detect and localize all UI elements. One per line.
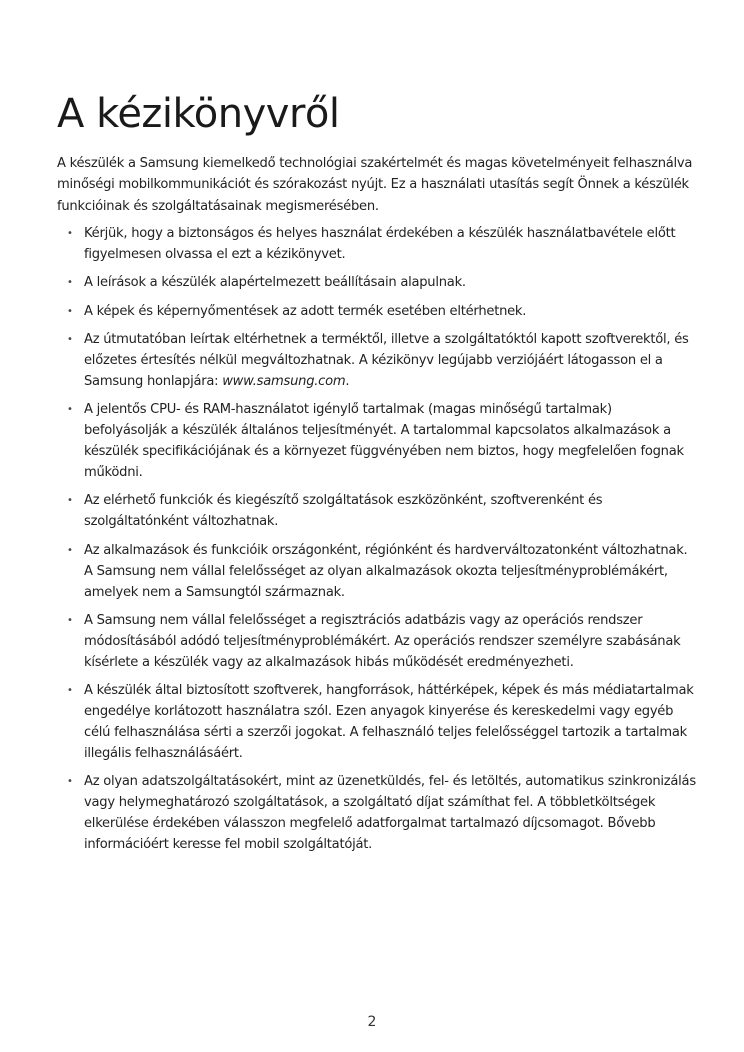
page-title: A kézikönyvről	[57, 91, 340, 137]
bullet-icon: •	[67, 685, 73, 697]
bullet-icon: •	[67, 615, 73, 626]
list-item	[67, 772, 697, 856]
list-item-text: A jelentős CPU- és RAM-használatot igénylő tartalmak (magas minőségű tartalmak) befolyásolják a készülék általános teljesítményét. A tartalommal kapcsolatos alkalmazások a készülék specifikációjának és a környezet függvényében nem biztos, hogy megfelelően fognak működni.	[84, 402, 684, 481]
page-number: 2	[367, 1014, 377, 1030]
list-item-text: Az alkalmazások és funkcióik országonként, régiónként és hardverváltozatonként változhatnak. A Samsung nem vállal felelősséget az olyan alkalmazások okozta teljesítményproblémákért, amelyek nem a Samsungtól származnak.	[84, 542, 688, 600]
bullet-icon: •	[67, 334, 73, 346]
list-item	[67, 491, 697, 533]
bullet-icon: •	[67, 495, 73, 507]
bullet-icon: •	[67, 544, 73, 556]
list-item-text: A képek és képernyőmentések az adott termék esetében eltérhetnek.	[84, 303, 527, 319]
list-item	[67, 541, 697, 604]
list-item	[67, 611, 697, 674]
bullet-icon: •	[67, 404, 73, 416]
list-item	[67, 302, 697, 323]
bullet-icon: •	[67, 776, 73, 788]
list-item-text-before: Az útmutatóban leírtak eltérhetnek a terméktől, illetve a szolgáltatóktól kapott szoftverektől, és előzetes értesítés nélkül megváltozhatnak. A kézikönyv legújabb verziójáért látogasson el a Samsung honlapjára:	[84, 332, 689, 389]
list-item-text: Az elérhető funkciók és kiegészítő szolgáltatások eszközönként, szoftverenként és szolgáltatónként változhatnak.	[84, 493, 603, 530]
list-item-text: A készülék által biztosított szoftverek, hangforrások, háttérképek, képek és más médiatartalmak engedélye korlátozott használatra szól. Ezen anyagok kinyerése és kereskedelmi vagy egyéb célú felhasználása sérti a szerzői jogokat. A felhasználó teljes felelősséggel tartozik a tartalmak illegális felhasználásáért.	[84, 683, 694, 761]
list-item-text: A Samsung nem vállal felelősséget a regisztrációs adatbázis vagy az operációs rendszer módosításából adódó teljesítményproblémákért. Az operációs rendszer személyre szabásának kísérlete a készülék vagy az alkalmazások hibás működését eredményezheti.	[84, 613, 681, 670]
list-item	[67, 330, 697, 393]
bullet-icon: •	[67, 228, 73, 239]
list-item-text-after: .	[345, 373, 350, 389]
samsung-website-link[interactable]: www.samsung.com	[222, 373, 346, 389]
list-item	[67, 681, 697, 765]
intro-paragraph: A készülék a Samsung kiemelkedő technológiai szakértelmét és magas követelményeit felhasználva minőségi mobilkommunikációt és szórakozást nyújt. Ez a használati utasítás segít Önnek a készülék funkcióinak és szolgáltatásainak megismerésében.	[57, 156, 693, 214]
list-item	[67, 273, 697, 294]
bullet-icon: •	[67, 305, 73, 317]
list-item-text: A leírások a készülék alapértelmezett beállításain alapulnak.	[84, 275, 466, 291]
bullet-icon: •	[67, 277, 73, 289]
list-item	[67, 400, 697, 484]
list-item	[67, 224, 697, 266]
list-item-text: Az olyan adatszolgáltatásokért, mint az üzenetküldés, fel- és letöltés, automatikus szinkronizálás vagy helymeghatározó szolgáltatások, a szolgáltató díjat számíthat fel. A többletköltségek elkerülése érdekében válasszon megfelelő adatforgalmat tartalmazó díjcsomagot. Bővebb információért keresse fel mobil szolgáltatóját.	[84, 774, 696, 853]
list-item-text: Kérjük, hogy a biztonságos és helyes használat érdekében a készülék használatbavétele előtt figyelmesen olvassa el ezt a kézikönyvet.	[84, 226, 676, 262]
bullet-list	[67, 224, 697, 863]
list-item-text	[84, 332, 689, 389]
